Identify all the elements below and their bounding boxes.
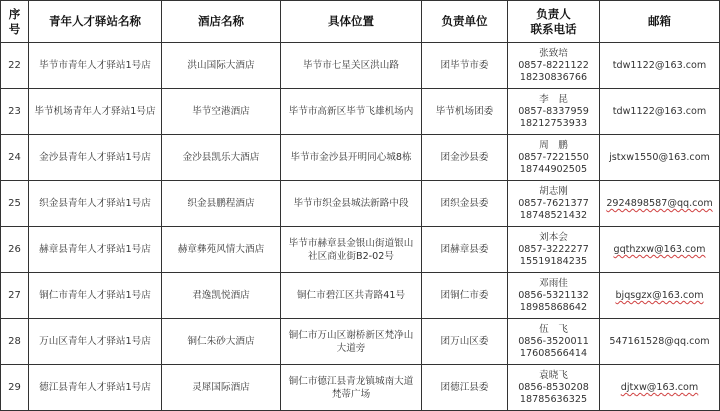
contact-phone: 0857-7621377 — [518, 197, 589, 209]
contact-phone: 0857-8221122 — [518, 59, 589, 71]
contact-mobile: 18785636325 — [519, 393, 588, 405]
location: 铜仁市万山区谢桥新区梵净山大道旁 — [281, 319, 422, 365]
email: tdw1122@163.com — [600, 89, 720, 135]
row-number: 22 — [1, 43, 29, 89]
location: 毕节市金沙县开明同心城8栋 — [281, 135, 422, 181]
location: 毕节市七星关区洪山路 — [281, 43, 422, 89]
email: 547161528@qq.com — [600, 319, 720, 365]
contact-mobile: 18230836766 — [519, 71, 588, 83]
row-number: 29 — [1, 365, 29, 411]
table-row — [1, 181, 720, 227]
hotel-name: 灵犀国际酒店 — [162, 365, 281, 411]
hotel-name: 毕节空港酒店 — [162, 89, 281, 135]
station-name: 毕节市青年人才驿站1号店 — [29, 43, 162, 89]
table-row — [1, 319, 720, 365]
table-row — [1, 89, 720, 135]
contact-mobile: 17608566414 — [519, 347, 588, 359]
row-number: 24 — [1, 135, 29, 181]
row-number: 28 — [1, 319, 29, 365]
contact-phone: 0856-3520011 — [518, 335, 589, 347]
location: 毕节市赫章县金银山街道银山社区商业街B2-02号 — [281, 227, 422, 273]
contact-mobile: 18744902505 — [519, 163, 588, 175]
hotel-name: 洪山国际大酒店 — [162, 43, 281, 89]
header-unit: 负责单位 — [422, 1, 508, 43]
station-name: 赫章县青年人才驿站1号店 — [29, 227, 162, 273]
contact-mobile: 18985868642 — [519, 301, 588, 313]
contact-cell — [508, 227, 600, 273]
email: tdw1122@163.com — [600, 43, 720, 89]
contact-cell — [508, 89, 600, 135]
contact-person: 袁晓飞 — [539, 369, 568, 381]
hotel-name: 君逸凯悦酒店 — [162, 273, 281, 319]
responsible-unit: 团毕节市委 — [422, 43, 508, 89]
contact-cell — [508, 273, 600, 319]
responsible-unit: 团织金县委 — [422, 181, 508, 227]
email: jstxw1550@163.com — [600, 135, 720, 181]
contact-person: 周 鹏 — [539, 139, 568, 151]
contact-mobile: 18748521432 — [519, 209, 588, 221]
location: 铜仁市德江县青龙镇城南大道梵蒂广场 — [281, 365, 422, 411]
station-name: 金沙县青年人才驿站1号店 — [29, 135, 162, 181]
contact-cell — [508, 43, 600, 89]
hotel-name: 织金县鹏程酒店 — [162, 181, 281, 227]
header-location: 具体位置 — [281, 1, 422, 43]
email: bjqsgzx@163.com — [600, 273, 720, 319]
header-email: 邮箱 — [600, 1, 720, 43]
row-number: 25 — [1, 181, 29, 227]
contact-person: 李 昆 — [539, 93, 568, 105]
contact-phone: 0856-5321132 — [518, 289, 589, 301]
responsible-unit: 团万山区委 — [422, 319, 508, 365]
hotel-name: 铜仁朱砂大酒店 — [162, 319, 281, 365]
table-row — [1, 365, 720, 411]
header-hotel: 酒店名称 — [162, 1, 281, 43]
email: djtxw@163.com — [600, 365, 720, 411]
location: 铜仁市碧江区共青路41号 — [281, 273, 422, 319]
row-number: 26 — [1, 227, 29, 273]
table-row — [1, 273, 720, 319]
responsible-unit: 团金沙县委 — [422, 135, 508, 181]
contact-phone: 0857-7221550 — [518, 151, 589, 163]
table-row — [1, 43, 720, 89]
email: 2924898587@qq.com — [600, 181, 720, 227]
station-name: 铜仁市青年人才驿站1号店 — [29, 273, 162, 319]
hotel-name: 赫章彝苑风情大酒店 — [162, 227, 281, 273]
header-station: 青年人才驿站名称 — [29, 1, 162, 43]
row-number: 27 — [1, 273, 29, 319]
contact-cell — [508, 181, 600, 227]
contact-cell — [508, 365, 600, 411]
contact-mobile: 15519184235 — [519, 255, 588, 267]
contact-person: 伍 飞 — [539, 323, 568, 335]
table-row — [1, 135, 720, 181]
header-seq: 序 号 — [1, 1, 29, 43]
contact-phone: 0857-8337959 — [518, 105, 589, 117]
location: 毕节市高新区毕节飞雄机场内 — [281, 89, 422, 135]
header-contact: 负责人 联系电话 — [508, 1, 600, 43]
contact-person: 张致培 — [539, 47, 568, 59]
responsible-unit: 毕节机场团委 — [422, 89, 508, 135]
contact-person: 邓雨佳 — [539, 277, 568, 289]
contact-cell — [508, 135, 600, 181]
station-name: 德江县青年人才驿站1号店 — [29, 365, 162, 411]
table-row — [1, 227, 720, 273]
contact-person: 胡志刚 — [539, 185, 568, 197]
contact-cell — [508, 319, 600, 365]
contact-person: 刘本会 — [539, 231, 568, 243]
contact-phone: 0857-3222277 — [518, 243, 589, 255]
station-name: 毕节机场青年人才驿站1号店 — [29, 89, 162, 135]
contact-phone: 0856-8530208 — [518, 381, 589, 393]
responsible-unit: 团德江县委 — [422, 365, 508, 411]
header-row — [1, 1, 720, 43]
hotel-name: 金沙县凯乐大酒店 — [162, 135, 281, 181]
responsible-unit: 团赫章县委 — [422, 227, 508, 273]
email: gqthzxw@163.com — [600, 227, 720, 273]
responsible-unit: 团铜仁市委 — [422, 273, 508, 319]
contact-mobile: 18212753933 — [519, 117, 588, 129]
station-name: 织金县青年人才驿站1号店 — [29, 181, 162, 227]
row-number: 23 — [1, 89, 29, 135]
location: 毕节市织金县城法新路中段 — [281, 181, 422, 227]
station-name: 万山区青年人才驿站1号店 — [29, 319, 162, 365]
